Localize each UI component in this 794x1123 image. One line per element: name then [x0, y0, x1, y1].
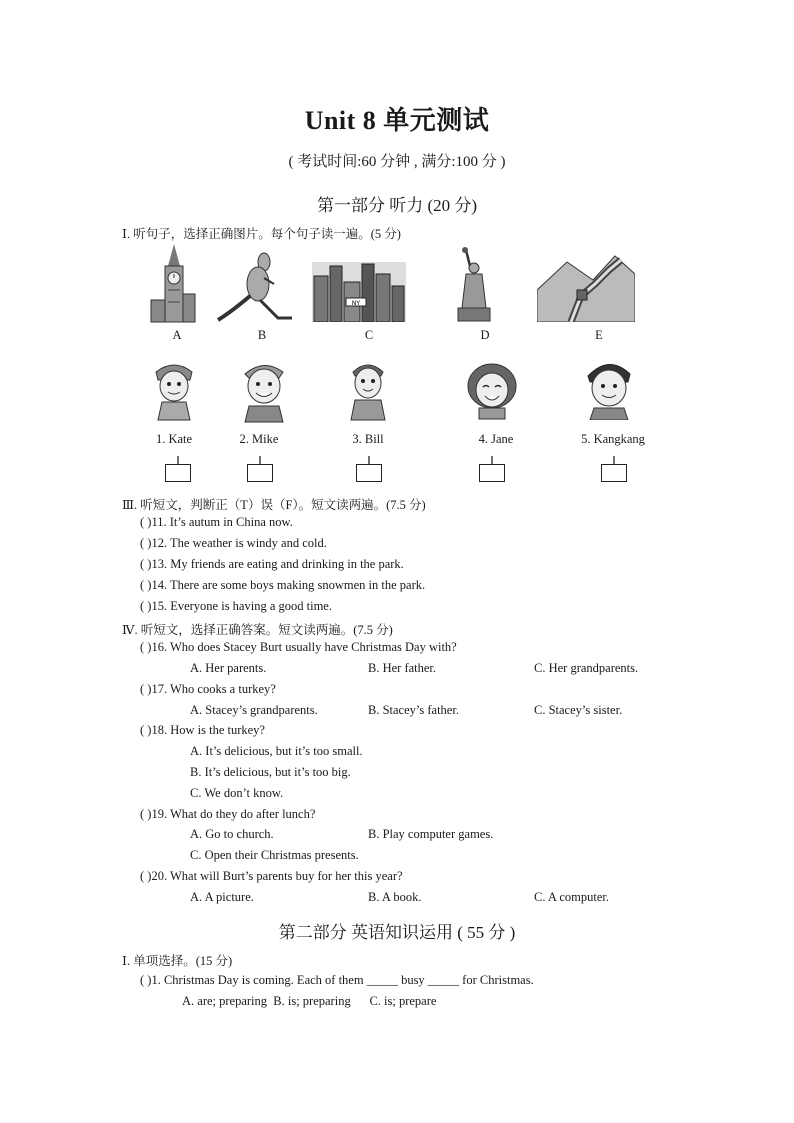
question-16: ( )16. Who does Stacey Burt usually have Christmas Day with?	[140, 640, 457, 654]
answer-box-1[interactable]	[165, 464, 191, 482]
q16-option-a: A. Her parents.	[190, 661, 267, 675]
mike-face-picture	[239, 354, 289, 424]
person-jane: 4. Jane	[478, 432, 514, 446]
question-19: ( )19. What do they do after lunch?	[140, 807, 316, 821]
q20-option-c: C. A computer.	[534, 890, 609, 904]
statue-of-liberty-picture	[452, 246, 498, 322]
kangaroo-picture	[216, 250, 294, 322]
picture-label-d: D	[480, 328, 490, 342]
question-13: ( )13. My friends are eating and drinking in the park.	[140, 557, 404, 571]
bill-face-picture	[347, 356, 389, 422]
question-20: ( )20. What will Burt’s parents buy for her this year?	[140, 869, 403, 883]
question-14: ( )14. There are some boys making snowmen in the park.	[140, 578, 426, 592]
question-11: ( )11. It’s autum in China now.	[140, 515, 293, 529]
part1-title: 第一部分 听力 (20 分)	[316, 196, 478, 215]
picture-label-e: E	[595, 328, 603, 342]
part2-title: 第二部分 英语知识运用 ( 55 分 )	[278, 923, 516, 942]
page-title: Unit 8 单元测试	[304, 106, 490, 135]
picture-label-c: C	[364, 328, 374, 342]
section3-instruction: Ⅲ. 听短文，判断正（T）误（F）。短文读两遍。(7.5 分)	[122, 498, 426, 512]
q20-option-b: B. A book.	[368, 890, 422, 904]
answer-box-3[interactable]	[356, 464, 382, 482]
person-mike: 2. Mike	[239, 432, 279, 446]
jane-face-picture	[465, 360, 519, 420]
q18-option-c: C. We don’t know.	[190, 786, 284, 800]
question-15: ( )15. Everyone is having a good time.	[140, 599, 332, 613]
q19-option-c: C. Open their Christmas presents.	[190, 848, 359, 862]
person-bill: 3. Bill	[352, 432, 384, 446]
section1-instruction: Ⅰ. 听句子，选择正确图片。每个句子读一遍。(5 分)	[122, 227, 401, 241]
picture-label-a: A	[172, 328, 182, 342]
q20-option-a: A. A picture.	[190, 890, 254, 904]
q17-option-a: A. Stacey’s grandparents.	[190, 703, 318, 717]
q19-option-a: A. Go to church.	[190, 827, 274, 841]
kate-face-picture	[152, 358, 196, 422]
picture-label-b: B	[257, 328, 267, 342]
big-ben-picture	[148, 244, 200, 324]
q18-option-b: B. It’s delicious, but it’s too big.	[190, 765, 351, 779]
part2-section1-instruction: Ⅰ. 单项选择。(15 分)	[122, 954, 233, 968]
person-kate: 1. Kate	[155, 432, 193, 446]
question-18: ( )18. How is the turkey?	[140, 723, 265, 737]
part2-q1-options: A. are; preparing B. is; preparing C. is; prepare	[182, 994, 437, 1008]
answer-box-4[interactable]	[479, 464, 505, 482]
q17-option-c: C. Stacey’s sister.	[534, 703, 623, 717]
great-wall-picture	[537, 250, 635, 322]
part2-question-1: ( )1. Christmas Day is coming. Each of them _____ busy _____ for Christmas.	[140, 973, 534, 987]
q18-option-a: A. It’s delicious, but it’s too small.	[190, 744, 363, 758]
question-17: ( )17. Who cooks a turkey?	[140, 682, 276, 696]
exam-info: ( 考试时间:60 分钟 , 满分:100 分 )	[288, 154, 506, 170]
q16-option-c: C. Her grandparents.	[534, 661, 639, 675]
answer-box-5[interactable]	[601, 464, 627, 482]
kangkang-face-picture	[582, 354, 636, 420]
q16-option-b: B. Her father.	[368, 661, 437, 675]
question-12: ( )12. The weather is windy and cold.	[140, 536, 327, 550]
city-skyline-picture	[312, 262, 406, 322]
q19-option-b: B. Play computer games.	[368, 827, 494, 841]
person-kangkang: 5. Kangkang	[581, 432, 645, 446]
answer-box-2[interactable]	[247, 464, 273, 482]
q17-option-b: B. Stacey’s father.	[368, 703, 459, 717]
section4-instruction: Ⅳ. 听短文，选择正确答案。短文读两遍。(7.5 分)	[122, 623, 393, 637]
sign-text: NY	[351, 300, 361, 307]
